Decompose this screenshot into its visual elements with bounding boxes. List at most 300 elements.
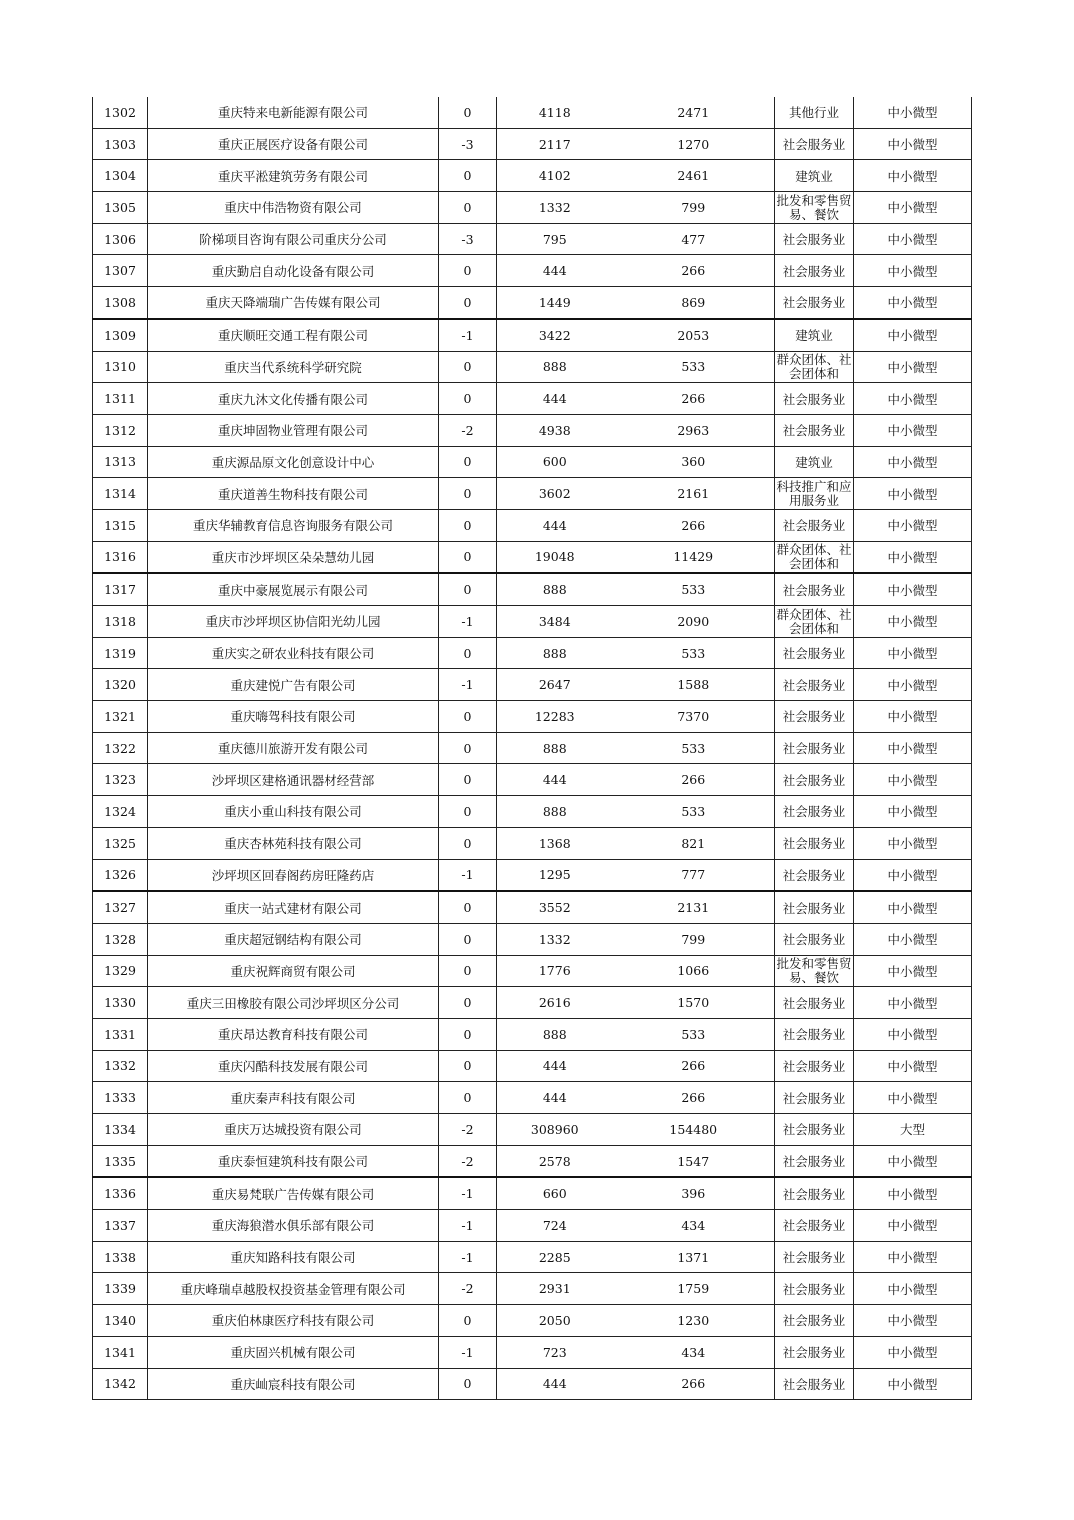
industry-cell: 社会服务业 — [775, 509, 854, 541]
change-cell: -3 — [439, 223, 497, 255]
industry-cell — [775, 606, 854, 638]
industry-cell: 社会服务业 — [775, 987, 854, 1019]
industry-cell: 其他行业 — [775, 97, 854, 128]
industry-cell — [775, 192, 854, 224]
table-row — [93, 796, 972, 828]
table-row — [93, 1177, 972, 1209]
industry-cell: 社会服务业 — [775, 383, 854, 415]
table-row — [93, 128, 972, 160]
value-two-cell: 533 — [613, 351, 775, 383]
table-row — [93, 923, 972, 955]
value-two-cell: 533 — [613, 573, 775, 605]
value-two-cell: 533 — [613, 732, 775, 764]
industry-cell: 社会服务业 — [775, 891, 854, 923]
company-name-cell: 重庆固兴机械有限公司 — [148, 1336, 439, 1368]
value-two-cell: 434 — [613, 1210, 775, 1242]
industry-cell: 社会服务业 — [775, 796, 854, 828]
enterprise-size-cell: 中小微型 — [854, 923, 972, 955]
enterprise-size-cell: 中小微型 — [854, 414, 972, 446]
value-one-cell: 888 — [497, 732, 613, 764]
industry-cell: 社会服务业 — [775, 128, 854, 160]
value-one-cell: 1368 — [497, 827, 613, 859]
table-row — [93, 606, 972, 638]
change-cell: -1 — [439, 669, 497, 701]
value-one-cell: 4118 — [497, 97, 613, 128]
change-cell: -3 — [439, 128, 497, 160]
enterprise-size-cell: 中小微型 — [854, 955, 972, 987]
change-cell: 0 — [439, 478, 497, 510]
row-number-cell: 1333 — [93, 1082, 148, 1114]
table-row — [93, 351, 972, 383]
enterprise-size-cell: 中小微型 — [854, 128, 972, 160]
row-number-cell: 1316 — [93, 541, 148, 573]
company-name-cell: 重庆超冠钢结构有限公司 — [148, 923, 439, 955]
change-cell: 0 — [439, 1018, 497, 1050]
enterprise-size-cell: 中小微型 — [854, 701, 972, 733]
enterprise-size-cell: 中小微型 — [854, 1273, 972, 1305]
change-cell: -2 — [439, 1273, 497, 1305]
industry-cell — [775, 955, 854, 987]
enterprise-size-cell: 中小微型 — [854, 764, 972, 796]
change-cell: 0 — [439, 255, 497, 287]
value-two-cell: 1270 — [613, 128, 775, 160]
enterprise-size-cell: 中小微型 — [854, 796, 972, 828]
enterprise-size-cell: 中小微型 — [854, 827, 972, 859]
industry-cell: 社会服务业 — [775, 1368, 854, 1400]
change-cell: 0 — [439, 1050, 497, 1082]
company-name-cell: 重庆市沙坪坝区朵朵慧幼儿园 — [148, 541, 439, 573]
company-name-cell: 重庆峰瑞卓越股权投资基金管理有限公司 — [148, 1273, 439, 1305]
table-row — [93, 1368, 972, 1400]
value-two-cell: 396 — [613, 1177, 775, 1209]
value-two-cell: 266 — [613, 764, 775, 796]
value-one-cell: 724 — [497, 1210, 613, 1242]
table-row — [93, 987, 972, 1019]
value-two-cell: 7370 — [613, 701, 775, 733]
company-name-cell: 重庆源品原文化创意设计中心 — [148, 446, 439, 478]
value-two-cell: 2461 — [613, 160, 775, 192]
change-cell: 0 — [439, 923, 497, 955]
row-number-cell: 1308 — [93, 287, 148, 319]
industry-cell — [775, 478, 854, 510]
company-name-cell: 重庆九沐文化传播有限公司 — [148, 383, 439, 415]
value-one-cell: 1332 — [497, 923, 613, 955]
industry-cell: 社会服务业 — [775, 223, 854, 255]
industry-cell: 社会服务业 — [775, 701, 854, 733]
value-one-cell: 660 — [497, 1177, 613, 1209]
company-name-cell: 重庆易梵联广告传媒有限公司 — [148, 1177, 439, 1209]
industry-cell: 建筑业 — [775, 446, 854, 478]
row-number-cell: 1307 — [93, 255, 148, 287]
value-one-cell: 888 — [497, 1018, 613, 1050]
table-row — [93, 383, 972, 415]
value-one-cell: 888 — [497, 796, 613, 828]
row-number-cell: 1313 — [93, 446, 148, 478]
enterprise-size-cell: 中小微型 — [854, 573, 972, 605]
industry-cell: 社会服务业 — [775, 1082, 854, 1114]
value-two-cell: 869 — [613, 287, 775, 319]
industry-cell: 社会服务业 — [775, 1018, 854, 1050]
row-number-cell: 1339 — [93, 1273, 148, 1305]
company-name-cell: 重庆顺旺交通工程有限公司 — [148, 319, 439, 351]
table-row — [93, 509, 972, 541]
value-one-cell: 444 — [497, 764, 613, 796]
enterprise-size-cell: 大型 — [854, 1114, 972, 1146]
row-number-cell: 1329 — [93, 955, 148, 987]
value-two-cell: 2131 — [613, 891, 775, 923]
row-number-cell: 1338 — [93, 1241, 148, 1273]
enterprise-size-cell: 中小微型 — [854, 1305, 972, 1337]
value-one-cell: 444 — [497, 255, 613, 287]
industry-cell: 社会服务业 — [775, 859, 854, 891]
company-name-cell: 重庆当代系统科学研究院 — [148, 351, 439, 383]
industry-cell: 社会服务业 — [775, 1336, 854, 1368]
value-two-cell: 533 — [613, 796, 775, 828]
value-two-cell: 533 — [613, 637, 775, 669]
industry-cell — [775, 541, 854, 573]
row-number-cell: 1332 — [93, 1050, 148, 1082]
row-number-cell: 1335 — [93, 1145, 148, 1177]
value-two-cell: 821 — [613, 827, 775, 859]
enterprise-size-cell: 中小微型 — [854, 669, 972, 701]
value-two-cell: 266 — [613, 1050, 775, 1082]
company-name-cell: 重庆实之研农业科技有限公司 — [148, 637, 439, 669]
enterprise-size-cell: 中小微型 — [854, 509, 972, 541]
enterprise-size-cell: 中小微型 — [854, 192, 972, 224]
table-row — [93, 732, 972, 764]
table-row — [93, 478, 972, 510]
value-one-cell: 888 — [497, 351, 613, 383]
company-name-cell: 重庆天降端瑞广告传媒有限公司 — [148, 287, 439, 319]
value-two-cell: 11429 — [613, 541, 775, 573]
enterprise-size-cell: 中小微型 — [854, 1336, 972, 1368]
row-number-cell: 1328 — [93, 923, 148, 955]
table-row — [93, 1336, 972, 1368]
value-one-cell: 723 — [497, 1336, 613, 1368]
row-number-cell: 1330 — [93, 987, 148, 1019]
company-name-cell: 重庆知路科技有限公司 — [148, 1241, 439, 1273]
company-name-cell: 沙坪坝区建格通讯器材经营部 — [148, 764, 439, 796]
change-cell: 0 — [439, 509, 497, 541]
change-cell: -2 — [439, 1145, 497, 1177]
company-name-cell: 重庆小重山科技有限公司 — [148, 796, 439, 828]
row-number-cell: 1340 — [93, 1305, 148, 1337]
company-name-cell: 重庆昂达教育科技有限公司 — [148, 1018, 439, 1050]
enterprise-size-cell: 中小微型 — [854, 319, 972, 351]
row-number-cell: 1318 — [93, 606, 148, 638]
row-number-cell: 1305 — [93, 192, 148, 224]
row-number-cell: 1319 — [93, 637, 148, 669]
row-number-cell: 1320 — [93, 669, 148, 701]
company-name-cell: 重庆中豪展览展示有限公司 — [148, 573, 439, 605]
table-row — [93, 160, 972, 192]
change-cell: 0 — [439, 541, 497, 573]
industry-cell: 社会服务业 — [775, 573, 854, 605]
table-row — [93, 764, 972, 796]
table-row — [93, 637, 972, 669]
row-number-cell: 1325 — [93, 827, 148, 859]
table-row — [93, 319, 972, 351]
value-one-cell: 1449 — [497, 287, 613, 319]
industry-cell: 社会服务业 — [775, 1114, 854, 1146]
value-two-cell: 2161 — [613, 478, 775, 510]
change-cell: -1 — [439, 859, 497, 891]
industry-text: 批发和零售贸易、餐饮 — [776, 956, 852, 986]
value-two-cell: 799 — [613, 192, 775, 224]
enterprise-size-cell: 中小微型 — [854, 287, 972, 319]
row-number-cell: 1302 — [93, 97, 148, 128]
value-two-cell: 266 — [613, 1082, 775, 1114]
enterprise-size-cell: 中小微型 — [854, 1368, 972, 1400]
enterprise-size-cell: 中小微型 — [854, 987, 972, 1019]
table-row — [93, 827, 972, 859]
value-one-cell: 12283 — [497, 701, 613, 733]
change-cell: 0 — [439, 827, 497, 859]
value-two-cell: 1230 — [613, 1305, 775, 1337]
value-two-cell: 1066 — [613, 955, 775, 987]
value-one-cell: 1332 — [497, 192, 613, 224]
change-cell: -1 — [439, 1336, 497, 1368]
change-cell: 0 — [439, 573, 497, 605]
data-table — [92, 97, 972, 1400]
industry-cell: 建筑业 — [775, 160, 854, 192]
value-one-cell: 1295 — [497, 859, 613, 891]
company-name-cell: 重庆市沙坪坝区协信阳光幼儿园 — [148, 606, 439, 638]
company-name-cell: 重庆杏林苑科技有限公司 — [148, 827, 439, 859]
industry-cell: 社会服务业 — [775, 1145, 854, 1177]
company-name-cell: 沙坪坝区回春阁药房旺隆药店 — [148, 859, 439, 891]
enterprise-size-cell: 中小微型 — [854, 351, 972, 383]
table-row — [93, 1114, 972, 1146]
value-one-cell: 1776 — [497, 955, 613, 987]
change-cell: -1 — [439, 606, 497, 638]
company-name-cell: 重庆嗨驾科技有限公司 — [148, 701, 439, 733]
industry-cell: 社会服务业 — [775, 1210, 854, 1242]
industry-cell: 社会服务业 — [775, 414, 854, 446]
value-two-cell: 1759 — [613, 1273, 775, 1305]
industry-cell: 社会服务业 — [775, 1050, 854, 1082]
industry-text: 群众团体、社会团体和 — [776, 542, 852, 572]
change-cell: 0 — [439, 891, 497, 923]
row-number-cell: 1327 — [93, 891, 148, 923]
table-body — [93, 97, 972, 1400]
company-name-cell: 重庆德川旅游开发有限公司 — [148, 732, 439, 764]
row-number-cell: 1306 — [93, 223, 148, 255]
change-cell: 0 — [439, 383, 497, 415]
value-one-cell: 444 — [497, 383, 613, 415]
change-cell: 0 — [439, 1368, 497, 1400]
table-row — [93, 573, 972, 605]
industry-cell: 社会服务业 — [775, 764, 854, 796]
value-two-cell: 1570 — [613, 987, 775, 1019]
industry-cell: 社会服务业 — [775, 1241, 854, 1273]
value-one-cell: 3484 — [497, 606, 613, 638]
change-cell: 0 — [439, 351, 497, 383]
industry-cell: 社会服务业 — [775, 287, 854, 319]
change-cell: 0 — [439, 701, 497, 733]
company-name-cell: 重庆勤启自动化设备有限公司 — [148, 255, 439, 287]
row-number-cell: 1312 — [93, 414, 148, 446]
enterprise-size-cell: 中小微型 — [854, 606, 972, 638]
change-cell: 0 — [439, 446, 497, 478]
company-name-cell: 重庆秦声科技有限公司 — [148, 1082, 439, 1114]
value-one-cell: 3422 — [497, 319, 613, 351]
table-row — [93, 414, 972, 446]
value-one-cell: 3602 — [497, 478, 613, 510]
enterprise-size-cell: 中小微型 — [854, 223, 972, 255]
value-two-cell: 266 — [613, 1368, 775, 1400]
company-name-cell: 重庆三田橡胶有限公司沙坪坝区分公司 — [148, 987, 439, 1019]
enterprise-size-cell: 中小微型 — [854, 1210, 972, 1242]
industry-cell — [775, 351, 854, 383]
value-one-cell: 888 — [497, 637, 613, 669]
company-name-cell: 重庆平淞建筑劳务有限公司 — [148, 160, 439, 192]
row-number-cell: 1321 — [93, 701, 148, 733]
value-two-cell: 266 — [613, 383, 775, 415]
company-name-cell: 重庆祝辉商贸有限公司 — [148, 955, 439, 987]
value-one-cell: 444 — [497, 509, 613, 541]
industry-cell: 社会服务业 — [775, 1305, 854, 1337]
row-number-cell: 1323 — [93, 764, 148, 796]
company-name-cell: 重庆正展医疗设备有限公司 — [148, 128, 439, 160]
value-one-cell: 308960 — [497, 1114, 613, 1146]
table-row — [93, 1145, 972, 1177]
change-cell: 0 — [439, 732, 497, 764]
value-two-cell: 266 — [613, 509, 775, 541]
company-name-cell: 重庆万达城投资有限公司 — [148, 1114, 439, 1146]
change-cell: 0 — [439, 764, 497, 796]
change-cell: -2 — [439, 1114, 497, 1146]
row-number-cell: 1336 — [93, 1177, 148, 1209]
row-number-cell: 1309 — [93, 319, 148, 351]
change-cell: -2 — [439, 414, 497, 446]
industry-cell: 社会服务业 — [775, 637, 854, 669]
value-one-cell: 19048 — [497, 541, 613, 573]
value-two-cell: 533 — [613, 1018, 775, 1050]
enterprise-size-cell: 中小微型 — [854, 732, 972, 764]
row-number-cell: 1311 — [93, 383, 148, 415]
enterprise-size-cell: 中小微型 — [854, 541, 972, 573]
table-row — [93, 669, 972, 701]
value-two-cell: 1588 — [613, 669, 775, 701]
table-row — [93, 287, 972, 319]
company-name-cell: 重庆华辅教育信息咨询服务有限公司 — [148, 509, 439, 541]
change-cell: -1 — [439, 1210, 497, 1242]
row-number-cell: 1303 — [93, 128, 148, 160]
value-one-cell: 2050 — [497, 1305, 613, 1337]
table-row — [93, 1050, 972, 1082]
change-cell: 0 — [439, 955, 497, 987]
company-name-cell: 重庆特来电新能源有限公司 — [148, 97, 439, 128]
table-row — [93, 1305, 972, 1337]
change-cell: 0 — [439, 1305, 497, 1337]
value-one-cell: 4102 — [497, 160, 613, 192]
row-number-cell: 1334 — [93, 1114, 148, 1146]
value-two-cell: 154480 — [613, 1114, 775, 1146]
enterprise-size-cell: 中小微型 — [854, 446, 972, 478]
row-number-cell: 1331 — [93, 1018, 148, 1050]
value-one-cell: 795 — [497, 223, 613, 255]
row-number-cell: 1341 — [93, 1336, 148, 1368]
change-cell: -1 — [439, 319, 497, 351]
table-row — [93, 255, 972, 287]
company-name-cell: 重庆道善生物科技有限公司 — [148, 478, 439, 510]
table-row — [93, 223, 972, 255]
value-one-cell: 2616 — [497, 987, 613, 1019]
table-row — [93, 1241, 972, 1273]
value-one-cell: 600 — [497, 446, 613, 478]
change-cell: 0 — [439, 160, 497, 192]
value-two-cell: 2053 — [613, 319, 775, 351]
company-name-cell: 重庆建悦广告有限公司 — [148, 669, 439, 701]
row-number-cell: 1337 — [93, 1210, 148, 1242]
row-number-cell: 1326 — [93, 859, 148, 891]
value-two-cell: 777 — [613, 859, 775, 891]
value-one-cell: 2578 — [497, 1145, 613, 1177]
company-name-cell: 重庆一站式建材有限公司 — [148, 891, 439, 923]
enterprise-size-cell: 中小微型 — [854, 383, 972, 415]
value-one-cell: 444 — [497, 1082, 613, 1114]
enterprise-size-cell: 中小微型 — [854, 1177, 972, 1209]
table-row — [93, 1210, 972, 1242]
table-row — [93, 1273, 972, 1305]
value-two-cell: 477 — [613, 223, 775, 255]
table-row — [93, 701, 972, 733]
industry-text: 批发和零售贸易、餐饮 — [776, 192, 852, 222]
company-name-cell: 重庆海狼潜水俱乐部有限公司 — [148, 1210, 439, 1242]
industry-cell: 建筑业 — [775, 319, 854, 351]
value-two-cell: 360 — [613, 446, 775, 478]
enterprise-size-cell: 中小微型 — [854, 478, 972, 510]
row-number-cell: 1342 — [93, 1368, 148, 1400]
change-cell: 0 — [439, 796, 497, 828]
change-cell: 0 — [439, 287, 497, 319]
enterprise-size-cell: 中小微型 — [854, 160, 972, 192]
industry-cell: 社会服务业 — [775, 255, 854, 287]
row-number-cell: 1322 — [93, 732, 148, 764]
value-two-cell: 434 — [613, 1336, 775, 1368]
value-one-cell: 444 — [497, 1368, 613, 1400]
industry-cell: 社会服务业 — [775, 1273, 854, 1305]
value-one-cell: 2285 — [497, 1241, 613, 1273]
enterprise-size-cell: 中小微型 — [854, 1082, 972, 1114]
change-cell: 0 — [439, 1082, 497, 1114]
change-cell: 0 — [439, 987, 497, 1019]
company-name-cell: 重庆中伟浩物资有限公司 — [148, 192, 439, 224]
enterprise-size-cell: 中小微型 — [854, 637, 972, 669]
change-cell: 0 — [439, 97, 497, 128]
table-row — [93, 1018, 972, 1050]
value-two-cell: 2090 — [613, 606, 775, 638]
value-one-cell: 888 — [497, 573, 613, 605]
change-cell: -1 — [439, 1241, 497, 1273]
industry-cell: 社会服务业 — [775, 923, 854, 955]
value-one-cell: 2647 — [497, 669, 613, 701]
row-number-cell: 1304 — [93, 160, 148, 192]
industry-text: 科技推广和应用服务业 — [776, 479, 852, 509]
enterprise-size-cell: 中小微型 — [854, 891, 972, 923]
value-one-cell: 4938 — [497, 414, 613, 446]
company-name-cell: 重庆闪酷科技发展有限公司 — [148, 1050, 439, 1082]
change-cell: 0 — [439, 637, 497, 669]
row-number-cell: 1317 — [93, 573, 148, 605]
company-name-cell: 重庆伯林康医疗科技有限公司 — [148, 1305, 439, 1337]
value-one-cell: 3552 — [497, 891, 613, 923]
company-name-cell: 重庆泰恒建筑科技有限公司 — [148, 1145, 439, 1177]
enterprise-size-cell: 中小微型 — [854, 1018, 972, 1050]
table-row — [93, 97, 972, 128]
company-name-cell: 重庆屾宸科技有限公司 — [148, 1368, 439, 1400]
